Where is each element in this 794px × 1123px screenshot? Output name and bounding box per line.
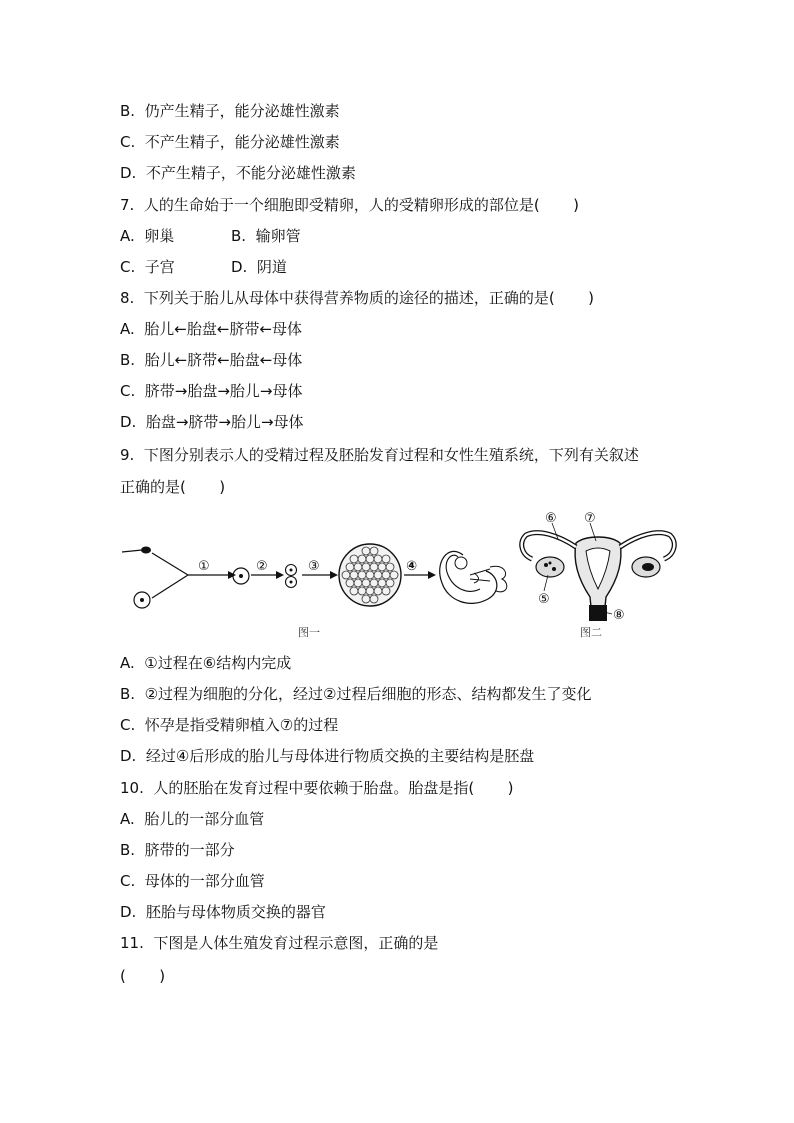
- q6-option-c: C. 不产生精子，能分泌雄性激素: [120, 133, 340, 151]
- q9-option-a: A. ①过程在⑥结构内完成: [120, 654, 292, 672]
- figure-one-fertilization-development: [122, 544, 507, 639]
- q10-stem: 10. 人的胚胎在发育过程中要依赖于胎盘。胎盘是指( ): [120, 779, 514, 797]
- q7-option-c: C. 子宫: [120, 258, 175, 276]
- q8-option-c: C. 脐带→胎盘→胎儿→母体: [120, 382, 303, 400]
- q11-stem: 11. 下图是人体生殖发育过程示意图，正确的是: [120, 934, 439, 952]
- q9-stem-line2: 正确的是( ): [120, 478, 226, 496]
- step-1-label: ①: [198, 559, 210, 574]
- arrow-step-4: [404, 559, 436, 579]
- reproduction-figure: [118, 505, 678, 645]
- arrow-step-2: [251, 559, 284, 579]
- q7-option-a: A. 卵巢: [120, 227, 175, 245]
- label-6: ⑥: [545, 511, 557, 526]
- q10-option-a: A. 胎儿的一部分血管: [120, 810, 265, 828]
- q7-option-b: B. 输卵管: [231, 227, 301, 245]
- q9-option-c: C. 怀孕是指受精卵植入⑦的过程: [120, 716, 339, 734]
- q7-option-d: D. 阴道: [231, 258, 287, 276]
- q9-option-d: D. 经过④后形成的胎儿与母体进行物质交换的主要结构是胚盘: [120, 747, 535, 765]
- sperm-icon: [122, 547, 151, 554]
- label-7: ⑦: [584, 511, 596, 526]
- egg-cell-icon: [134, 592, 150, 608]
- q10-option-d: D. 胚胎与母体物质交换的器官: [120, 903, 326, 921]
- q6-option-d: D. 不产生精子，不能分泌雄性激素: [120, 164, 356, 182]
- morula-icon: [339, 544, 401, 606]
- step-4-label: ④: [406, 559, 418, 574]
- q10-option-b: B. 脐带的一部分: [120, 841, 235, 859]
- q8-stem: 8. 下列关于胎儿从母体中获得营养物质的途径的描述，正确的是( ): [120, 289, 594, 307]
- q8-option-b: B. 胎儿←脐带←胎盘←母体: [120, 351, 303, 369]
- zygote-icon: [233, 568, 249, 584]
- q9-stem-line1: 9. 下图分别表示人的受精过程及胚胎发育过程和女性生殖系统，下列有关叙述: [120, 446, 639, 464]
- two-cell-embryo-icon: [286, 565, 297, 588]
- q8-option-d: D. 胎盘→脐带→胎儿→母体: [120, 413, 304, 431]
- step-3-label: ③: [308, 559, 320, 574]
- embryo-icon: [440, 551, 507, 603]
- q11-answer-blank: ( ): [120, 967, 166, 985]
- vagina-shape: [589, 605, 607, 621]
- q10-option-c: C. 母体的一部分血管: [120, 872, 265, 890]
- step-2-label: ②: [256, 559, 268, 574]
- label-8: ⑧: [613, 608, 625, 623]
- figure-two-caption: 图二: [580, 626, 602, 639]
- left-ovary-shape: [536, 557, 564, 577]
- arrow-step-3: [302, 559, 338, 579]
- label-5: ⑤: [538, 592, 550, 607]
- q7-stem: 7. 人的生命始于一个细胞即受精卵，人的受精卵形成的部位是( ): [120, 196, 579, 214]
- q6-option-b: B. 仍产生精子，能分泌雄性激素: [120, 102, 340, 120]
- arrow-step-1: [188, 559, 236, 579]
- figure-one-caption: 图一: [298, 626, 320, 639]
- q8-option-a: A. 胎儿←胎盘←脐带←母体: [120, 320, 303, 338]
- figure-two-female-reproductive-system: [522, 511, 675, 639]
- q9-option-b: B. ②过程为细胞的分化，经过②过程后细胞的形态、结构都发生了变化: [120, 685, 592, 703]
